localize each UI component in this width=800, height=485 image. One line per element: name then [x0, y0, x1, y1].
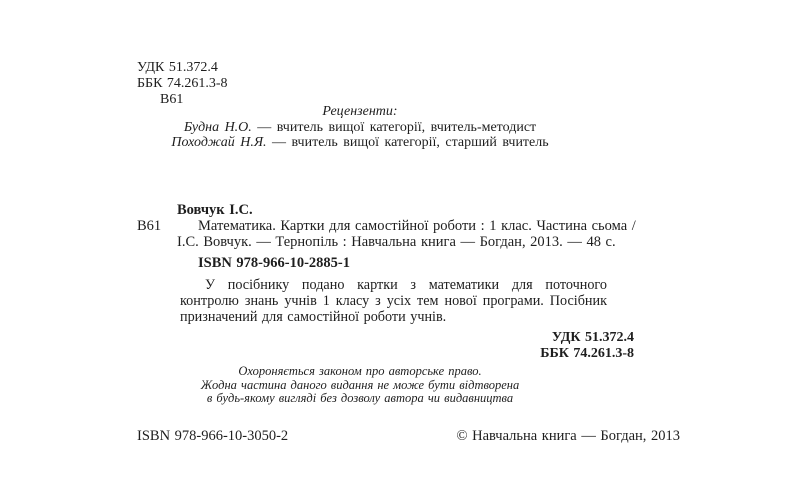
catalog-title-line2: І.С. Вовчук. — Тернопіль : Навчальна книга — Богдан, 2013. — 48 с.	[177, 234, 616, 250]
author-sign-code: В61	[160, 92, 184, 107]
udk-code-right: УДК 51.372.4	[551, 330, 634, 345]
right-classification-codes	[540, 330, 634, 362]
reviewer-line	[110, 135, 610, 151]
bbk-code-right: ББК 74.261.3-8	[540, 346, 634, 361]
annotation-paragraph: У посібнику подано картки з математики для поточного контролю знань учнів 1 класу з усіх тем нової програми. Посібник призначений для самостійної роботи учнів.	[180, 277, 607, 325]
reviewers-block	[110, 104, 610, 151]
catalog-author-sign: В61	[137, 218, 162, 234]
udk-code: УДК 51.372.4	[137, 60, 218, 75]
catalog-title-line1: Математика. Картки для самостійної роботи : 1 клас. Частина сьома /	[198, 218, 636, 234]
bbk-code: ББК 74.261.3-8	[137, 76, 228, 91]
footer-row	[137, 428, 680, 445]
reviewer-name: Будна Н.О.	[183, 119, 252, 135]
reviewer-name: Походжай Н.Я.	[171, 135, 267, 150]
legal-notice-line: в будь-якому вигляді без дозволу автора чи видавництва	[206, 391, 514, 405]
catalog-card-body	[177, 202, 636, 271]
reviewers-heading: Рецензенти:	[322, 104, 398, 119]
catalog-isbn: ISBN 978-966-10-2885-1	[198, 255, 350, 271]
reviewer-description: — вчитель вищої категорії, старший вчитель	[266, 135, 549, 150]
legal-notice	[110, 365, 610, 406]
footer-isbn: ISBN 978-966-10-3050-2	[137, 428, 289, 444]
legal-notice-line: Охороняється законом про авторське право.	[238, 364, 482, 378]
catalog-author: Вовчук І.С.	[177, 202, 253, 218]
top-classification-codes	[137, 60, 228, 108]
reviewer-description: — вчитель вищої категорії, вчитель-методист	[251, 119, 537, 135]
catalog-card	[137, 202, 636, 271]
legal-notice-line: Жодна частина даного видання не може бути відтворена	[200, 377, 520, 392]
footer-copyright: © Навчальна книга — Богдан, 2013	[456, 428, 680, 444]
reviewer-line	[110, 120, 610, 136]
